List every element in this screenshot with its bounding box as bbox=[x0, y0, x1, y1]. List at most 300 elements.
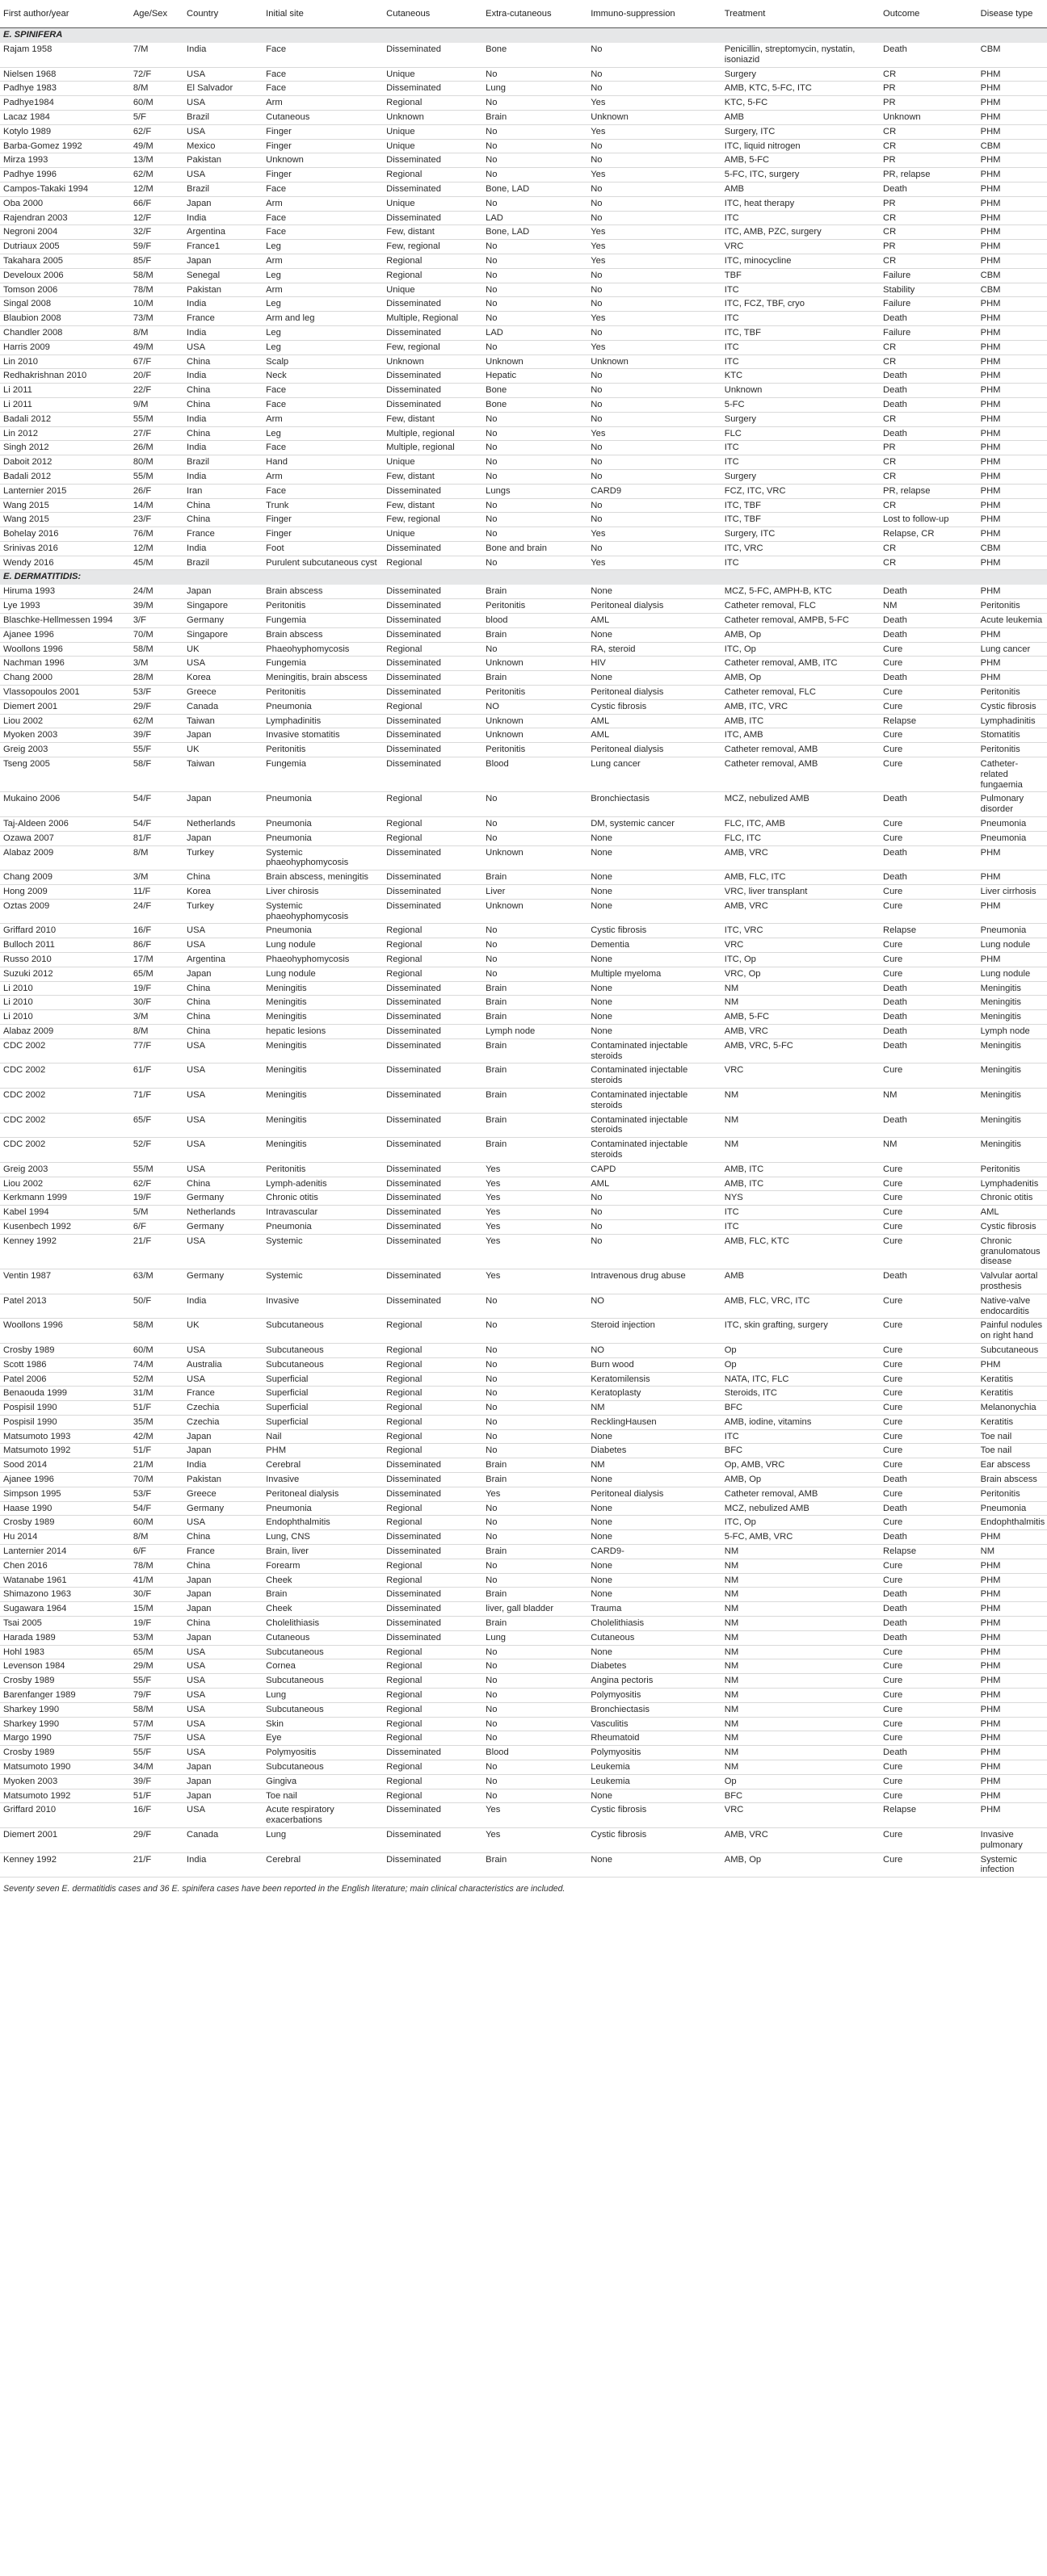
table-cell: Brain bbox=[482, 1113, 587, 1138]
table-cell: Pneumonia bbox=[263, 831, 383, 845]
table-cell: Invasive bbox=[263, 1294, 383, 1319]
table-row bbox=[0, 1401, 1047, 1416]
table-cell: Regional bbox=[383, 1415, 482, 1429]
table-cell: None bbox=[587, 627, 721, 642]
table-cell: CR bbox=[880, 455, 978, 470]
table-cell: Disseminated bbox=[383, 1206, 482, 1220]
table-cell: None bbox=[587, 953, 721, 967]
table-cell: PHM bbox=[978, 455, 1047, 470]
table-cell: Unknown bbox=[721, 384, 880, 398]
table-cell: Barba-Gomez 1992 bbox=[0, 139, 130, 153]
table-cell: Painful nodules on right hand bbox=[978, 1319, 1047, 1344]
table-cell: Cutaneous bbox=[587, 1630, 721, 1645]
table-cell: AMB, VRC bbox=[721, 845, 880, 871]
table-cell: Unique bbox=[383, 283, 482, 297]
table-cell: No bbox=[482, 1516, 587, 1530]
table-cell: Hiruma 1993 bbox=[0, 585, 130, 598]
table-cell: Pakistan bbox=[183, 153, 263, 168]
table-row bbox=[0, 527, 1047, 542]
table-cell: Cure bbox=[880, 1516, 978, 1530]
table-cell: Disseminated bbox=[383, 1294, 482, 1319]
table-cell: Pneumonia bbox=[263, 699, 383, 714]
table-cell: 62/M bbox=[130, 714, 183, 728]
table-cell: 34/M bbox=[130, 1760, 183, 1775]
table-cell: UK bbox=[183, 1319, 263, 1344]
table-cell: Lanternier 2015 bbox=[0, 484, 130, 498]
table-cell: Yes bbox=[587, 168, 721, 183]
table-cell: AMB, KTC, 5-FC, ITC bbox=[721, 82, 880, 96]
column-header: Outcome bbox=[880, 0, 978, 28]
table-row bbox=[0, 1545, 1047, 1559]
table-cell: Scalp bbox=[263, 355, 383, 369]
table-cell: PHM bbox=[978, 211, 1047, 225]
table-cell: No bbox=[482, 1702, 587, 1717]
table-cell: Myoken 2003 bbox=[0, 728, 130, 743]
table-cell: Disseminated bbox=[383, 671, 482, 686]
table-cell: PR, relapse bbox=[880, 168, 978, 183]
table-cell: NM bbox=[721, 1717, 880, 1731]
table-cell: Unique bbox=[383, 196, 482, 211]
table-cell: 52/F bbox=[130, 1138, 183, 1163]
table-cell: 6/F bbox=[130, 1545, 183, 1559]
table-cell: Multiple, regional bbox=[383, 426, 482, 441]
table-cell: Kenney 1992 bbox=[0, 1852, 130, 1877]
table-cell: Cure bbox=[880, 899, 978, 924]
table-cell: Disseminated bbox=[383, 182, 482, 196]
table-cell: Chang 2009 bbox=[0, 871, 130, 885]
table-cell: 24/M bbox=[130, 585, 183, 598]
table-cell: Death bbox=[880, 1602, 978, 1617]
table-cell: India bbox=[183, 412, 263, 426]
table-cell: CARD9 bbox=[587, 484, 721, 498]
table-header bbox=[0, 0, 1047, 28]
table-cell: Fungemia bbox=[263, 614, 383, 628]
table-cell: 16/F bbox=[130, 1803, 183, 1828]
table-cell: No bbox=[587, 498, 721, 513]
table-cell: Leg bbox=[263, 426, 383, 441]
table-cell: China bbox=[183, 384, 263, 398]
table-cell: AMB, ITC bbox=[721, 1162, 880, 1177]
table-cell: AMB, ITC, VRC bbox=[721, 699, 880, 714]
table-cell: VRC, liver transplant bbox=[721, 885, 880, 900]
table-cell: Brain bbox=[482, 627, 587, 642]
table-cell: Iran bbox=[183, 484, 263, 498]
table-cell: Keratitis bbox=[978, 1415, 1047, 1429]
table-cell: Face bbox=[263, 211, 383, 225]
table-cell: blood bbox=[482, 614, 587, 628]
table-cell: Stomatitis bbox=[978, 728, 1047, 743]
table-cell: 12/M bbox=[130, 182, 183, 196]
table-cell: PHM bbox=[978, 657, 1047, 671]
table-cell: India bbox=[183, 325, 263, 340]
table-cell: No bbox=[482, 1319, 587, 1344]
table-row bbox=[0, 831, 1047, 845]
table-cell: Bronchiectasis bbox=[587, 1702, 721, 1717]
table-cell: 57/M bbox=[130, 1717, 183, 1731]
table-row bbox=[0, 627, 1047, 642]
table-cell: CR bbox=[880, 139, 978, 153]
section-header-row bbox=[0, 570, 1047, 585]
table-cell: Unknown bbox=[383, 355, 482, 369]
table-cell: No bbox=[587, 441, 721, 455]
table-cell: ITC, AMB, PZC, surgery bbox=[721, 225, 880, 240]
table-cell: Arm and leg bbox=[263, 312, 383, 326]
table-cell: Disseminated bbox=[383, 1530, 482, 1545]
table-cell: Simpson 1995 bbox=[0, 1487, 130, 1501]
table-cell: 78/M bbox=[130, 1559, 183, 1573]
table-cell: Polymyositis bbox=[587, 1689, 721, 1703]
table-cell: Cure bbox=[880, 642, 978, 657]
table-row bbox=[0, 1191, 1047, 1206]
table-cell: VRC bbox=[721, 938, 880, 953]
table-cell: Negroni 2004 bbox=[0, 225, 130, 240]
table-cell: AMB bbox=[721, 110, 880, 124]
table-cell: AMB, 5-FC bbox=[721, 1010, 880, 1025]
table-cell: No bbox=[482, 153, 587, 168]
table-cell: Regional bbox=[383, 168, 482, 183]
table-cell: No bbox=[482, 513, 587, 527]
table-cell: ITC bbox=[721, 455, 880, 470]
table-cell: Netherlands bbox=[183, 1206, 263, 1220]
table-cell: CR bbox=[880, 469, 978, 484]
table-cell: Matsumoto 1990 bbox=[0, 1760, 130, 1775]
table-cell: NM bbox=[880, 599, 978, 614]
table-row bbox=[0, 953, 1047, 967]
table-cell: AML bbox=[587, 614, 721, 628]
table-cell: China bbox=[183, 996, 263, 1010]
table-cell: No bbox=[482, 96, 587, 111]
table-cell: Yes bbox=[482, 1162, 587, 1177]
table-cell: Japan bbox=[183, 967, 263, 981]
table-cell: Unique bbox=[383, 67, 482, 82]
table-cell: CBM bbox=[978, 541, 1047, 556]
table-cell: Kusenbech 1992 bbox=[0, 1219, 130, 1234]
table-cell: PHM bbox=[978, 1689, 1047, 1703]
table-cell: Regional bbox=[383, 268, 482, 283]
table-row bbox=[0, 124, 1047, 139]
table-cell: Woollons 1996 bbox=[0, 642, 130, 657]
table-cell: CR bbox=[880, 67, 978, 82]
table-cell: AMB, Op bbox=[721, 671, 880, 686]
table-cell: CBM bbox=[978, 283, 1047, 297]
table-cell: Lung nodule bbox=[978, 967, 1047, 981]
table-cell: No bbox=[587, 211, 721, 225]
table-cell: Meningitis bbox=[978, 1064, 1047, 1089]
table-cell: Subcutaneous bbox=[978, 1343, 1047, 1357]
table-cell: Unknown bbox=[263, 153, 383, 168]
table-cell: No bbox=[482, 1731, 587, 1746]
table-cell: USA bbox=[183, 1138, 263, 1163]
table-cell: Japan bbox=[183, 792, 263, 817]
table-cell: Subcutaneous bbox=[263, 1343, 383, 1357]
table-cell: No bbox=[482, 498, 587, 513]
table-cell: Cerebral bbox=[263, 1852, 383, 1877]
table-cell: Face bbox=[263, 225, 383, 240]
table-cell: India bbox=[183, 297, 263, 312]
table-cell: No bbox=[482, 1689, 587, 1703]
table-cell: ITC bbox=[721, 1219, 880, 1234]
table-cell: Intravascular bbox=[263, 1206, 383, 1220]
table-cell: Cure bbox=[880, 1415, 978, 1429]
table-row bbox=[0, 714, 1047, 728]
table-cell: Griffard 2010 bbox=[0, 924, 130, 938]
table-row bbox=[0, 254, 1047, 268]
table-cell: Keratitis bbox=[978, 1372, 1047, 1387]
table-cell: Disseminated bbox=[383, 1191, 482, 1206]
table-cell: Redhakrishnan 2010 bbox=[0, 369, 130, 384]
table-cell: Disseminated bbox=[383, 981, 482, 996]
table-cell: No bbox=[482, 455, 587, 470]
table-cell: No bbox=[482, 441, 587, 455]
table-cell: No bbox=[587, 43, 721, 67]
table-cell: Lung nodule bbox=[978, 938, 1047, 953]
table-cell: Cure bbox=[880, 686, 978, 700]
table-row bbox=[0, 1588, 1047, 1602]
table-row bbox=[0, 1038, 1047, 1064]
table-cell: 58/F bbox=[130, 757, 183, 792]
table-cell: USA bbox=[183, 1516, 263, 1530]
table-cell: Japan bbox=[183, 1760, 263, 1775]
table-cell: Phaeohyphomycosis bbox=[263, 953, 383, 967]
table-cell: Tsai 2005 bbox=[0, 1617, 130, 1631]
table-cell: No bbox=[482, 1645, 587, 1659]
table-cell: 54/F bbox=[130, 817, 183, 832]
table-cell: USA bbox=[183, 1731, 263, 1746]
table-cell: 79/F bbox=[130, 1689, 183, 1703]
table-cell: ITC bbox=[721, 556, 880, 570]
table-cell: NO bbox=[482, 699, 587, 714]
table-cell: AMB, FLC, ITC bbox=[721, 871, 880, 885]
table-cell: Cure bbox=[880, 885, 978, 900]
table-cell: Failure bbox=[880, 268, 978, 283]
table-cell: ITC, VRC bbox=[721, 924, 880, 938]
table-cell: Unknown bbox=[482, 728, 587, 743]
table-cell: USA bbox=[183, 657, 263, 671]
table-row bbox=[0, 1760, 1047, 1775]
table-cell: Disseminated bbox=[383, 1746, 482, 1760]
table-cell: No bbox=[482, 283, 587, 297]
table-cell: Contaminated injectable steroids bbox=[587, 1088, 721, 1113]
table-cell: Systemic bbox=[263, 1269, 383, 1294]
table-row bbox=[0, 1487, 1047, 1501]
table-cell: 11/F bbox=[130, 885, 183, 900]
table-cell: 65/M bbox=[130, 1645, 183, 1659]
table-cell: PHM bbox=[978, 384, 1047, 398]
table-cell: Cure bbox=[880, 1458, 978, 1473]
table-cell: Relapse bbox=[880, 924, 978, 938]
table-cell: ITC bbox=[721, 211, 880, 225]
table-row bbox=[0, 355, 1047, 369]
table-cell: Unknown bbox=[880, 110, 978, 124]
table-cell: Steroids, ITC bbox=[721, 1387, 880, 1401]
table-cell: Arm bbox=[263, 254, 383, 268]
table-row bbox=[0, 671, 1047, 686]
table-row bbox=[0, 1010, 1047, 1025]
column-header: Age/Sex bbox=[130, 0, 183, 28]
table-cell: 5-FC bbox=[721, 397, 880, 412]
table-cell: Relapse, CR bbox=[880, 527, 978, 542]
table-cell: Meningitis bbox=[978, 1138, 1047, 1163]
table-cell: Lost to follow-up bbox=[880, 513, 978, 527]
table-cell: NM bbox=[880, 1138, 978, 1163]
table-cell: Cure bbox=[880, 1559, 978, 1573]
table-cell: Systemic bbox=[263, 1234, 383, 1269]
table-row bbox=[0, 1803, 1047, 1828]
table-cell: No bbox=[482, 469, 587, 484]
table-cell: Japan bbox=[183, 1630, 263, 1645]
table-cell: 73/M bbox=[130, 312, 183, 326]
table-cell: Yes bbox=[482, 1803, 587, 1828]
table-row bbox=[0, 1559, 1047, 1573]
table-cell: Brazil bbox=[183, 455, 263, 470]
table-cell: CDC 2002 bbox=[0, 1088, 130, 1113]
table-cell: El Salvador bbox=[183, 82, 263, 96]
table-cell: None bbox=[587, 1588, 721, 1602]
table-cell: Mirza 1993 bbox=[0, 153, 130, 168]
table-cell: VRC, Op bbox=[721, 967, 880, 981]
table-cell: ITC bbox=[721, 312, 880, 326]
table-cell: Ventin 1987 bbox=[0, 1269, 130, 1294]
table-cell: PHM bbox=[978, 627, 1047, 642]
table-cell: Russo 2010 bbox=[0, 953, 130, 967]
table-cell: Cure bbox=[880, 1294, 978, 1319]
table-cell: Bone and brain bbox=[482, 541, 587, 556]
table-cell: 9/M bbox=[130, 397, 183, 412]
table-row bbox=[0, 1717, 1047, 1731]
table-row bbox=[0, 484, 1047, 498]
table-cell: No bbox=[482, 527, 587, 542]
table-cell: PHM bbox=[978, 196, 1047, 211]
table-cell: 81/F bbox=[130, 831, 183, 845]
table-cell: Singapore bbox=[183, 599, 263, 614]
table-cell: Japan bbox=[183, 1602, 263, 1617]
table-cell: Disseminated bbox=[383, 1473, 482, 1487]
table-cell: No bbox=[482, 1372, 587, 1387]
table-row bbox=[0, 599, 1047, 614]
table-cell: USA bbox=[183, 1038, 263, 1064]
table-body bbox=[0, 28, 1047, 1877]
table-row bbox=[0, 1602, 1047, 1617]
table-row bbox=[0, 1429, 1047, 1444]
table-cell: Surgery bbox=[721, 67, 880, 82]
table-cell: Brain abscess bbox=[978, 1473, 1047, 1487]
table-cell: NM bbox=[880, 1088, 978, 1113]
table-cell: NM bbox=[587, 1401, 721, 1416]
table-cell: Netherlands bbox=[183, 817, 263, 832]
table-cell: USA bbox=[183, 938, 263, 953]
table-row bbox=[0, 369, 1047, 384]
table-cell: Death bbox=[880, 996, 978, 1010]
table-cell: No bbox=[482, 642, 587, 657]
table-cell: Peritoneal dialysis bbox=[587, 1487, 721, 1501]
table-cell: Face bbox=[263, 43, 383, 67]
table-cell: FLC bbox=[721, 426, 880, 441]
table-cell: No bbox=[587, 283, 721, 297]
table-cell: Japan bbox=[183, 1774, 263, 1789]
table-cell: No bbox=[482, 1530, 587, 1545]
table-cell: 62/F bbox=[130, 124, 183, 139]
table-cell: Disseminated bbox=[383, 541, 482, 556]
table-cell: Failure bbox=[880, 297, 978, 312]
table-cell: Disseminated bbox=[383, 585, 482, 598]
table-row bbox=[0, 924, 1047, 938]
table-cell: Canada bbox=[183, 1828, 263, 1853]
table-cell: Yes bbox=[587, 96, 721, 111]
table-cell: PHM bbox=[978, 953, 1047, 967]
table-cell: Subcutaneous bbox=[263, 1645, 383, 1659]
table-cell: PHM bbox=[978, 325, 1047, 340]
table-cell: PHM bbox=[978, 441, 1047, 455]
table-cell: Padhye 1983 bbox=[0, 82, 130, 96]
table-cell: Pneumonia bbox=[263, 924, 383, 938]
table-cell: Gingiva bbox=[263, 1774, 383, 1789]
table-cell: Woollons 1996 bbox=[0, 1319, 130, 1344]
table-cell: China bbox=[183, 1177, 263, 1191]
table-cell: Lung cancer bbox=[587, 757, 721, 792]
table-cell: PHM bbox=[978, 355, 1047, 369]
table-row bbox=[0, 340, 1047, 355]
table-row bbox=[0, 699, 1047, 714]
table-cell: USA bbox=[183, 1088, 263, 1113]
table-cell: Sugawara 1964 bbox=[0, 1602, 130, 1617]
table-cell: No bbox=[587, 196, 721, 211]
table-cell: AML bbox=[587, 714, 721, 728]
table-cell: Endophthalmitis bbox=[978, 1516, 1047, 1530]
table-cell: No bbox=[482, 1789, 587, 1803]
table-cell: USA bbox=[183, 96, 263, 111]
table-cell: No bbox=[482, 1429, 587, 1444]
table-row bbox=[0, 1573, 1047, 1588]
table-cell: Brazil bbox=[183, 556, 263, 570]
table-cell: China bbox=[183, 355, 263, 369]
table-cell: No bbox=[587, 182, 721, 196]
table-cell: Brain bbox=[482, 996, 587, 1010]
table-cell: Czechia bbox=[183, 1401, 263, 1416]
table-cell: KTC bbox=[721, 369, 880, 384]
table-cell: Purulent subcutaneous cyst bbox=[263, 556, 383, 570]
table-cell: China bbox=[183, 426, 263, 441]
table-cell: NM bbox=[721, 981, 880, 996]
table-cell: Cure bbox=[880, 1206, 978, 1220]
table-cell: Meningitis bbox=[978, 1010, 1047, 1025]
table-cell: 70/M bbox=[130, 1473, 183, 1487]
table-row bbox=[0, 967, 1047, 981]
table-row bbox=[0, 139, 1047, 153]
table-cell: Unique bbox=[383, 527, 482, 542]
table-cell: No bbox=[482, 1357, 587, 1372]
table-cell: Regional bbox=[383, 924, 482, 938]
table-cell: PHM bbox=[978, 1717, 1047, 1731]
table-cell: AMB, Op bbox=[721, 1852, 880, 1877]
table-cell: No bbox=[482, 1559, 587, 1573]
table-cell: NM bbox=[721, 1602, 880, 1617]
column-header: Extra-cutaneous bbox=[482, 0, 587, 28]
table-cell: None bbox=[587, 996, 721, 1010]
table-cell: Endophthalmitis bbox=[263, 1516, 383, 1530]
table-cell: No bbox=[587, 384, 721, 398]
table-cell: Meningitis bbox=[978, 1038, 1047, 1064]
table-cell: 51/F bbox=[130, 1401, 183, 1416]
table-cell: France bbox=[183, 1387, 263, 1401]
table-cell: Crosby 1989 bbox=[0, 1746, 130, 1760]
table-cell: USA bbox=[183, 1113, 263, 1138]
table-cell: Lung bbox=[482, 1630, 587, 1645]
table-cell: Surgery bbox=[721, 469, 880, 484]
table-cell: Cure bbox=[880, 728, 978, 743]
table-cell: Meningitis bbox=[263, 1064, 383, 1089]
table-cell: Pneumonia bbox=[978, 817, 1047, 832]
table-cell: No bbox=[482, 139, 587, 153]
